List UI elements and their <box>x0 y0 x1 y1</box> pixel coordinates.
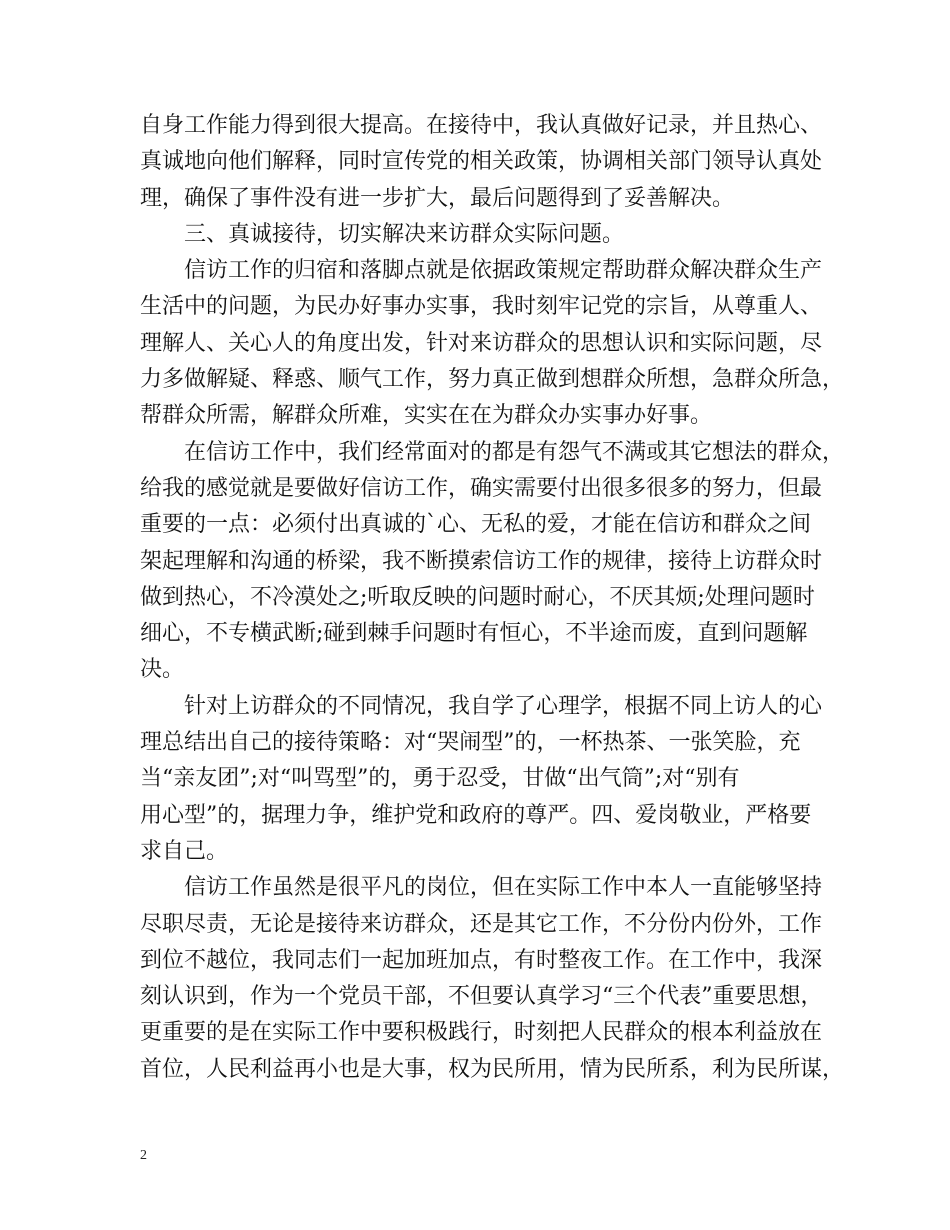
text-line: 生活中的问题，为民办好事办实事，我时刻牢记党的宗旨，从尊重人、 <box>140 294 823 320</box>
text-line: 力多做解疑、释惑、顺气工作，努力真正做到想群众所想，急群众所急， <box>140 367 845 393</box>
section-heading: 三、真诚接待，切实解决来访群众实际问题。 <box>184 221 625 247</box>
text-line: 架起理解和沟通的桥梁，我不断摸索信访工作的规律，接待上访群众时 <box>140 548 823 574</box>
text-line: 信访工作的归宿和落脚点就是依据政策规定帮助群众解决群众生产 <box>184 258 823 284</box>
text-line: 刻认识到，作为一个党员干部，不但要认真学习“三个代表”重要思想， <box>140 984 823 1010</box>
text-line: 做到热心，不冷漠处之;听取反映的问题时耐心，不厌其烦;处理问题时 <box>140 584 815 610</box>
text-line: 重要的一点：必须付出真诚的`心、无私的爱，才能在信访和群众之间 <box>140 512 812 538</box>
text-line: 真诚地向他们解释，同时宣传党的相关政策，协调相关部门领导认真处 <box>140 149 823 175</box>
text-line: 决。 <box>140 657 185 683</box>
text-line: 针对上访群众的不同情况，我自学了心理学，根据不同上访人的心 <box>184 693 823 719</box>
text-line: 尽职尽责，无论是接待来访群众，还是其它工作，不分份内份外，工作 <box>140 911 823 937</box>
text-line: 理解人、关心人的角度出发，针对来访群众的思想认识和实际问题，尽 <box>140 330 823 356</box>
text-line: 给我的感觉就是要做好信访工作，确实需要付出很多很多的努力，但最 <box>140 475 823 501</box>
text-line: 帮群众所需，解群众所难，实实在在为群众办实事办好事。 <box>140 403 713 429</box>
text-line: 理，确保了事件没有进一步扩大，最后问题得到了妥善解决。 <box>140 185 735 211</box>
text-line: 用心型”的，据理力争，维护党和政府的尊严。四、爱岗敬业，严格要 <box>140 802 812 828</box>
text-line: 首位，人民利益再小也是大事，权为民所用，情为民所系，利为民所谋， <box>140 1056 845 1082</box>
text-line: 理总结出自己的接待策略：对“哭闹型”的，一杯热茶、一张笑脸，充 <box>140 730 801 756</box>
text-line: 求自己。 <box>140 838 229 864</box>
text-line: 当“亲友团”;对“叫骂型”的，勇于忍受，甘做“出气筒”;对“别有 <box>140 766 740 792</box>
text-line: 自身工作能力得到很大提高。在接待中，我认真做好记录，并且热心、 <box>140 113 823 138</box>
text-line: 细心，不专横武断;碰到棘手问题时有恒心，不半途而废，直到问题解 <box>140 621 808 647</box>
page-number: 2 <box>140 1148 147 1163</box>
text-line: 在信访工作中，我们经常面对的都是有怨气不满或其它想法的群众， <box>184 439 845 465</box>
text-line: 信访工作虽然是很平凡的岗位，但在实际工作中本人一直能够坚持 <box>184 875 823 901</box>
document-body <box>140 108 845 1088</box>
text-line: 更重要的是在实际工作中要积极践行，时刻把人民群众的根本利益放在 <box>140 1020 823 1046</box>
text-line: 到位不越位，我同志们一起加班加点，有时整夜工作。在工作中，我深 <box>140 947 823 973</box>
